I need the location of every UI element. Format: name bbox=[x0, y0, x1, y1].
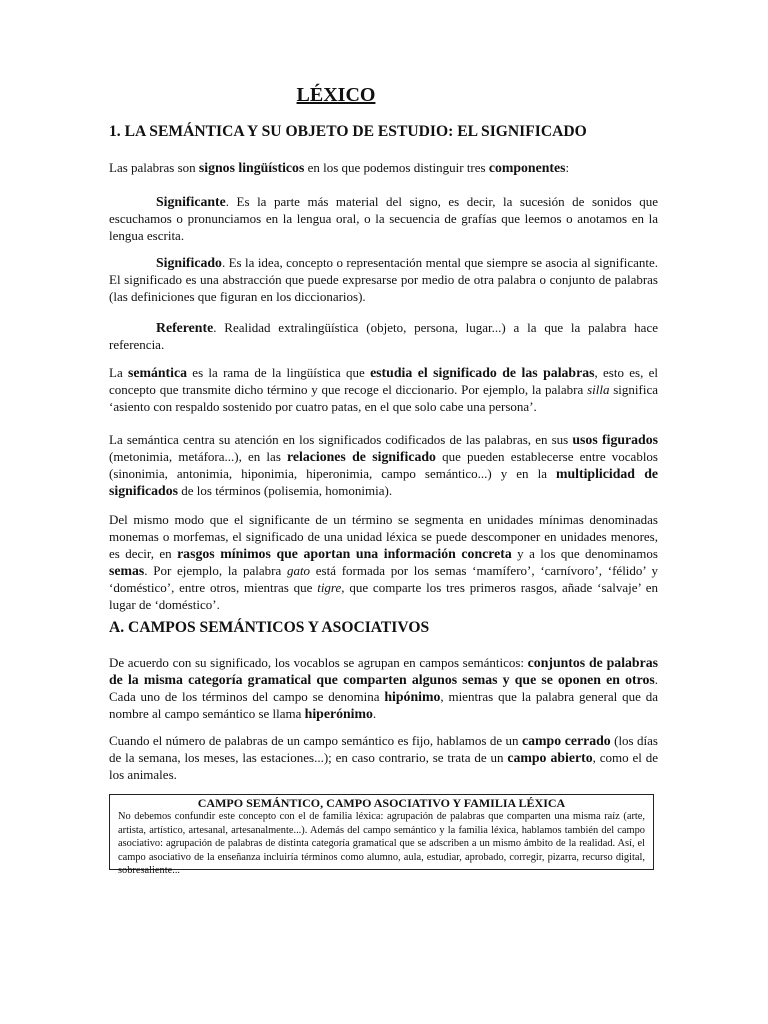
text-run: y a los que denominamos bbox=[511, 546, 658, 561]
text-run: . Por ejemplo, la palabra bbox=[144, 563, 287, 578]
page-title: LÉXICO bbox=[296, 84, 376, 106]
italic-example: silla bbox=[587, 382, 610, 397]
significado-paragraph bbox=[109, 254, 658, 305]
bold-term: estudia el significado de las palabras bbox=[370, 365, 595, 380]
text-run: que pueden establecerse entre vocablos (sinonimia, antonimia, hiponimia, hiperonimia, campo semántico...) y en la bbox=[109, 449, 658, 481]
text-run: De acuerdo con su significado, los vocablos se agrupan en campos semánticos: bbox=[109, 655, 528, 670]
bold-term: hipónimo bbox=[384, 689, 441, 704]
text-run: La semántica centra su atención en los significados codificados de las palabras, en sus bbox=[109, 432, 573, 447]
note-box-title: CAMPO SEMÁNTICO, CAMPO ASOCIATIVO Y FAMILIA LÉXICA bbox=[197, 796, 566, 810]
definition-text: . Es la idea, concepto o representación mental que siempre se asocia al significante. El significado es una abstracción que puede expresarse por medio de otra palabra o conjunto de palabras (las definiciones que figuran en los diccionarios). bbox=[109, 255, 658, 304]
text-run: La bbox=[109, 365, 128, 380]
campo-cerrado-paragraph bbox=[109, 732, 658, 783]
text-run: . Cada uno de los términos del campo se denomina bbox=[109, 672, 658, 704]
section-1-heading: 1. LA SEMÁNTICA Y SU OBJETO DE ESTUDIO: EL SIGNIFICADO bbox=[109, 123, 587, 140]
bold-term: campo cerrado bbox=[522, 733, 611, 748]
bold-term: relaciones de significado bbox=[287, 449, 436, 464]
note-box-text: No debemos confundir este concepto con el de familia léxica: agrupación de palabras que comparten una misma raíz (arte, artista, artístico, artesanal, artesanalmente...). Además del campo semántico y la familia léxica, hablamos también del campo asociativo: agrupación de palabras de distinta categoría gramatical que se adscriben a un mismo ámbito de la realidad. Así, el campo asociativo de la enseñanza incluiría términos como alumno, aula, estudiar, aprobado, corregir, pizarra, recurso digital, sobresaliente... bbox=[118, 811, 645, 876]
italic-example: gato bbox=[286, 563, 311, 578]
text-run: está formada por los semas ‘mamífero’, ‘carnívoro’, ‘félido’ y ‘doméstico’, entre otros, mientras que bbox=[109, 563, 658, 595]
bold-term: signos lingüísticos bbox=[198, 160, 305, 175]
text-run: , que comparte los tres primeros rasgos, añade ‘salvaje’ en lugar de ‘doméstico’. bbox=[109, 580, 659, 612]
term-significado: Significado bbox=[156, 255, 222, 270]
text-run: , mientras que la palabra general que da nombre al campo semántico se llama bbox=[109, 689, 658, 721]
semantica-definition-paragraph bbox=[109, 364, 658, 415]
significante-paragraph bbox=[109, 193, 658, 244]
definition-text: . Realidad extralingüística (objeto, persona, lugar...) a la que la palabra hace referencia. bbox=[109, 320, 658, 352]
bold-term: conjuntos de palabras de la misma categoría gramatical que comparten algunos semas y que se oponen en otros bbox=[109, 655, 658, 687]
term-referente: Referente bbox=[156, 320, 214, 335]
text-run: , esto es, el concepto que transmite dicho término y que recoge el diccionario. Por ejemplo, la palabra bbox=[109, 365, 659, 397]
semas-paragraph bbox=[109, 511, 658, 613]
text-run: significa ‘asiento con respaldo sostenido por cuatro patas, en el que solo cabe una persona’. bbox=[109, 382, 659, 414]
bold-term: componentes bbox=[488, 160, 566, 175]
campos-paragraph bbox=[109, 654, 658, 722]
text-run: (los días de la semana, los meses, las estaciones...); en caso contrario, se trata de un bbox=[109, 733, 658, 765]
bold-term: hiperónimo bbox=[304, 706, 373, 721]
bold-term: semas bbox=[109, 563, 145, 578]
text-run: Las palabras son bbox=[109, 160, 199, 175]
text-run: : bbox=[565, 160, 570, 175]
bold-term: rasgos mínimos que aportan una información concreta bbox=[177, 546, 512, 561]
definition-text: . Es la parte más material del signo, es decir, la sucesión de sonidos que escuchamos o pronunciamos en la lengua oral, o la secuencia de grafías que leemos o anotamos en la lengua escrita. bbox=[109, 194, 658, 243]
term-significante: Significante bbox=[156, 194, 226, 209]
text-run: (metonimia, metáfora...), en las bbox=[109, 449, 288, 464]
referente-paragraph bbox=[109, 319, 658, 353]
text-run: es la rama de la lingüística que bbox=[187, 365, 371, 380]
text-run: , como el de los animales. bbox=[109, 750, 658, 782]
italic-example: tigre bbox=[317, 580, 342, 595]
bold-term: usos figurados bbox=[572, 432, 658, 447]
bold-term: campo abierto bbox=[507, 750, 593, 765]
text-run: en los que podemos distinguir tres bbox=[304, 160, 489, 175]
text-run: Del mismo modo que el significante de un término se segmenta en unidades mínimas denominadas monemas o morfemas, el significado de una unidad léxica se puede descomponer en unidades menores, es decir, en bbox=[109, 512, 658, 561]
text-run: Cuando el número de palabras de un campo semántico es fijo, hablamos de un bbox=[109, 733, 522, 748]
text-run: de los términos (polisemia, homonimia). bbox=[178, 483, 393, 498]
note-box bbox=[109, 794, 654, 876]
semantica-focus-paragraph bbox=[109, 431, 658, 499]
intro-paragraph bbox=[109, 159, 658, 176]
section-a-heading: A. CAMPOS SEMÁNTICOS Y ASOCIATIVOS bbox=[109, 619, 430, 636]
bold-term: semántica bbox=[128, 365, 188, 380]
text-run: . bbox=[372, 706, 377, 721]
bold-term: multiplicidad de significados bbox=[109, 466, 658, 498]
